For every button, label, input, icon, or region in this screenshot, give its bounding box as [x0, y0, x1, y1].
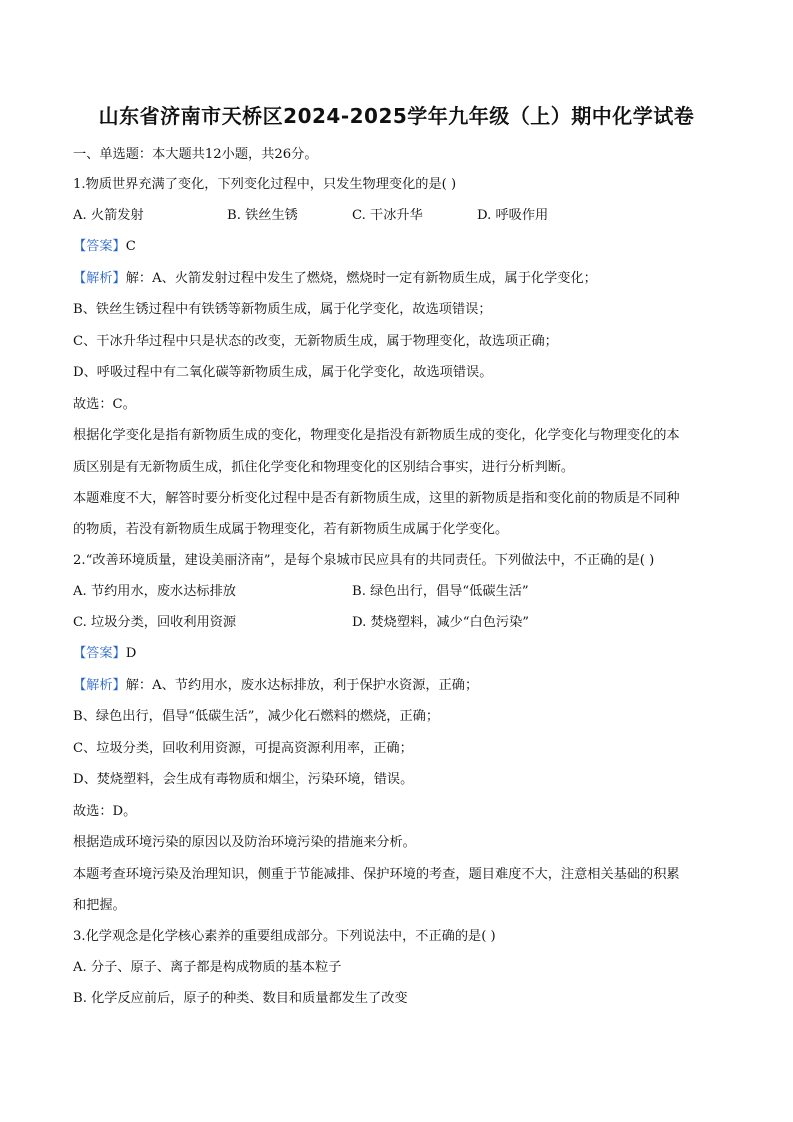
q2-option-d: D. 焚烧塑料，减少“白色污染”: [352, 615, 530, 630]
analysis-line: 根据造成环境污染的原因以及防治环境污染的措施来分析。: [73, 835, 416, 850]
analysis-line: 本题考查环境污染及治理知识，侧重于节能减排、保护环境的考查，题目难度不大，注意相关基础的积累: [73, 867, 680, 882]
section-heading: 一、单选题：本大题共12小题，共26分。: [73, 147, 318, 162]
q1-answer: [73, 238, 723, 256]
analysis-line: D、呼吸过程中有二氧化碳等新物质生成，属于化学变化，故选项错误。: [73, 365, 493, 380]
answer-tag: 【答案】: [73, 239, 126, 254]
q3-option-a: A. 分子、原子、离子都是构成物质的基本粒子: [73, 960, 342, 975]
page-title: 山东省济南市天桥区2024-2025学年九年级（上）期中化学试卷: [98, 104, 695, 128]
question-1-stem: 1.物质世界充满了变化，下列变化过程中，只发生物理变化的是( ): [73, 177, 457, 192]
analysis-line: 本题难度不大，解答时要分析变化过程中是否有新物质生成，这里的新物质是指和变化前的物质是不同种: [73, 491, 680, 506]
analysis-text: 解：A、火箭发射过程中发生了燃烧，燃烧时一定有新物质生成，属于化学变化；: [125, 271, 597, 286]
analysis-line: 故选：D。: [73, 804, 137, 819]
question-3-stem: 3.化学观念是化学核心素养的重要组成部分。下列说法中，不正确的是( ): [73, 929, 496, 944]
q3-option-b: B. 化学反应前后，原子的种类、数目和质量都发生了改变: [73, 991, 408, 1006]
analysis-line: B、绿色出行，倡导“低碳生活”，减少化石燃料的燃烧，正确；: [73, 709, 440, 724]
q1-option-d: D. 呼吸作用: [477, 208, 549, 223]
analysis-line: B、铁丝生锈过程中有铁锈等新物质生成，属于化学变化，故选项错误；: [73, 302, 492, 317]
q2-answer: [73, 645, 723, 663]
answer-tag: 【答案】: [73, 646, 126, 661]
analysis-line: 的物质，若没有新物质生成属于物理变化，若有新物质生成属于化学变化。: [73, 522, 509, 537]
analysis-line: C、垃圾分类，回收利用资源，可提高资源利用率，正确；: [73, 741, 413, 756]
analysis-line: C、干冰升华过程中只是状态的改变，无新物质生成，属于物理变化，故选项正确；: [73, 334, 558, 349]
q2-analysis: [73, 677, 723, 695]
analysis-line: 和把握。: [73, 898, 126, 913]
q2-option-b: B. 绿色出行，倡导“低碳生活”: [352, 584, 529, 599]
analysis-tag: 【解析】: [73, 271, 126, 286]
analysis-line: 故选：C。: [73, 397, 136, 412]
q1-option-c: C. 干冰升华: [352, 208, 423, 223]
q1-option-b: B. 铁丝生锈: [227, 208, 298, 223]
analysis-text: 解：A、节约用水，废水达标排放，利于保护水资源，正确；: [125, 678, 479, 693]
q1-analysis: [73, 270, 723, 288]
analysis-line: 根据化学变化是指有新物质生成的变化，物理变化是指没有新物质生成的变化，化学变化与物理变化的本: [73, 428, 680, 443]
q2-option-c: C. 垃圾分类，回收利用资源: [73, 615, 237, 630]
analysis-line: 质区别是有无新物质生成，抓住化学变化和物理变化的区别结合事实，进行分析判断。: [73, 460, 575, 475]
analysis-tag: 【解析】: [73, 678, 126, 693]
answer-value: C: [125, 239, 136, 254]
answer-value: D: [125, 646, 137, 661]
q2-option-a: A. 节约用水，废水达标排放: [73, 584, 236, 599]
analysis-line: D、焚烧塑料，会生成有毒物质和烟尘，污染环境，错误。: [73, 772, 414, 787]
question-2-stem: 2.“改善环境质量，建设美丽济南”，是每个泉城市民应具有的共同责任。下列做法中，不正确的是( ): [73, 553, 655, 568]
q1-option-a: A. 火箭发射: [73, 208, 144, 223]
